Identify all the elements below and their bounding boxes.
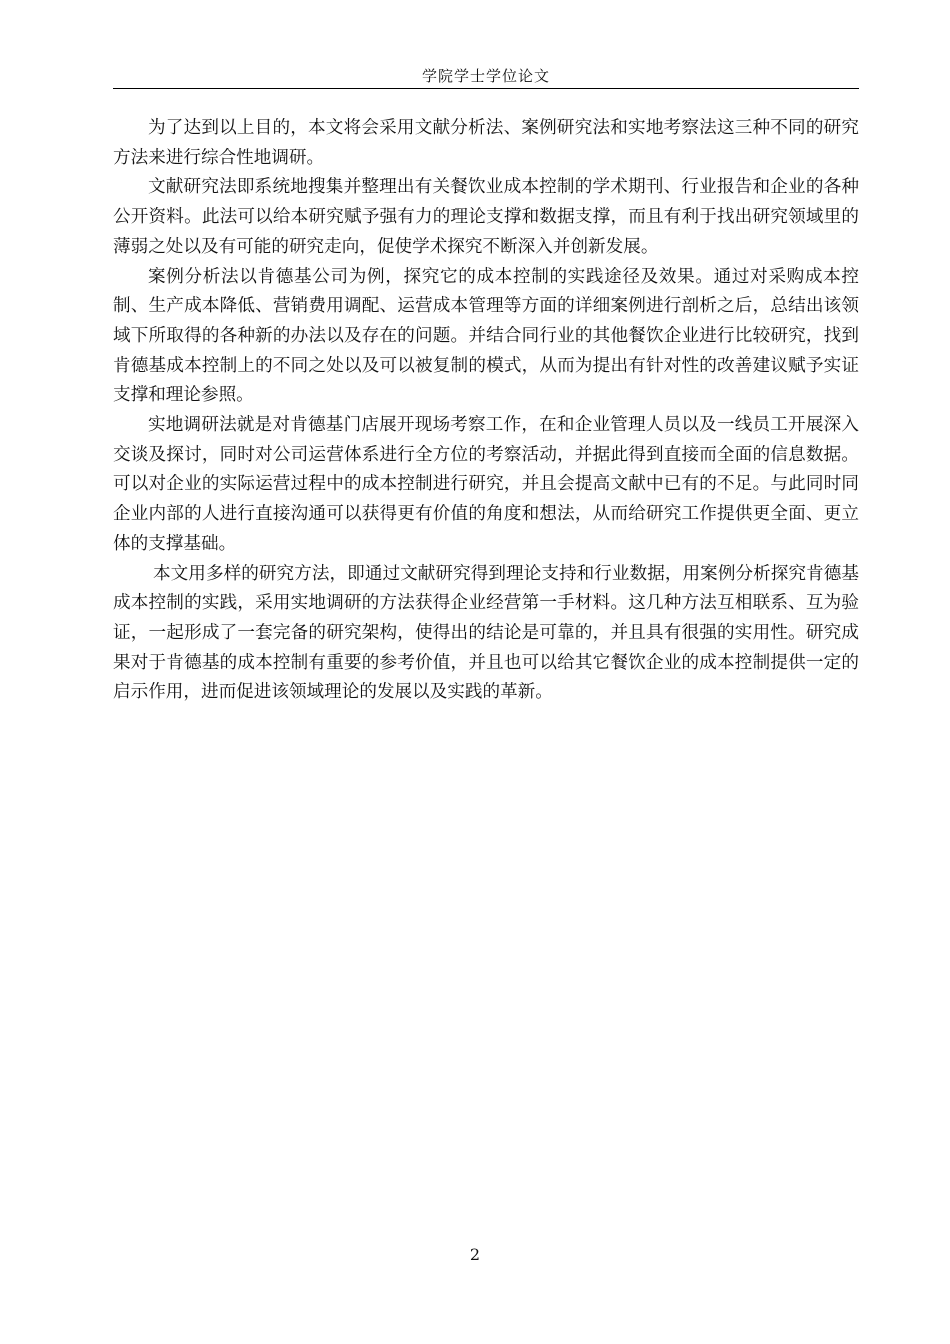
paragraph-literature-method: 文献研究法即系统地搜集并整理出有关餐饮业成本控制的学术期刊、行业报告和企业的各种公开资料。此法可以给本研究赋予强有力的理论支撑和数据支撑，而且有利于找出研究领域里的薄弱之处以及有可能的研究走向，促使学术探究不断深入并创新发展。 bbox=[113, 177, 859, 257]
paragraph-case-analysis-method: 案例分析法以肯德基公司为例，探究它的成本控制的实践途径及效果。通过对采购成本控制、生产成本降低、营销费用调配、运营成本管理等方面的详细案例进行剖析之后，总结出该领域下所取得的各种新的办法以及存在的问题。并结合同行业的其他餐饮企业进行比较研究，找到肯德基成本控制上的不同之处以及可以被复制的模式，从而为提出有针对性的改善建议赋予实证支撑和理论参照。 bbox=[113, 266, 859, 406]
page-number: 2 bbox=[469, 1245, 481, 1264]
paragraph-methods-summary: 本文用多样的研究方法，即通过文献研究得到理论支持和行业数据，用案例分析探究肯德基成本控制的实践，采用实地调研的方法获得企业经营第一手材料。这几种方法互相联系、互为验证，一起形成了一套完备的研究架构，使得出的结论是可靠的，并且具有很强的实用性。研究成果对于肯德基的成本控制有重要的参考价值，并且也可以给其它餐饮企业的成本控制提供一定的启示作用，进而促进该领域理论的发展以及实践的革新。 bbox=[113, 563, 859, 703]
page-header: 学院学士学位论文 bbox=[113, 66, 859, 89]
body-text bbox=[113, 114, 859, 708]
paragraph-research-methods-intro: 为了达到以上目的，本文将会采用文献分析法、案例研究法和实地考察法这三种不同的研究方法来进行综合性地调研。 bbox=[113, 118, 859, 168]
paragraph-field-research-method: 实地调研法就是对肯德基门店展开现场考察工作，在和企业管理人员以及一线员工开展深入交谈及探讨，同时对公司运营体系进行全方位的考察活动，并据此得到直接而全面的信息数据。可以对企业的实际运营过程中的成本控制进行研究，并且会提高文献中已有的不足。与此同时同企业内部的人进行直接沟通可以获得更有价值的角度和想法，从而给研究工作提供更全面、更立体的支撑基础。 bbox=[113, 415, 859, 554]
